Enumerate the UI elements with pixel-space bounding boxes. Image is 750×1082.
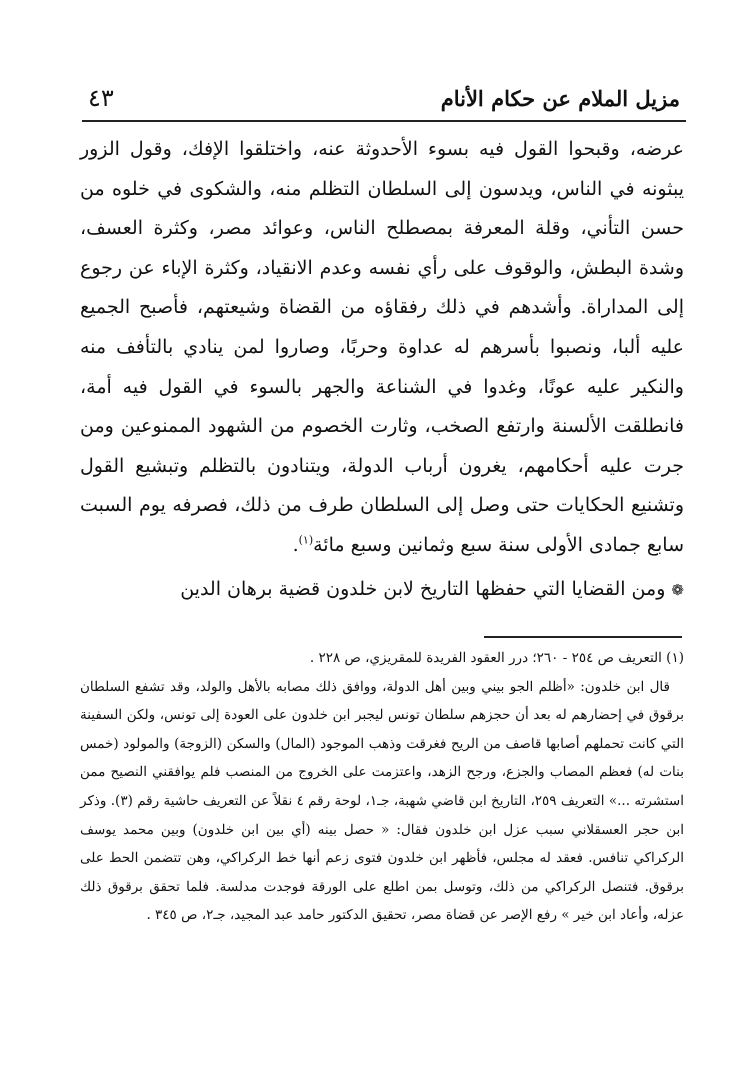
flower-bullet-icon: ❁ [671, 580, 684, 599]
footnotes [80, 644, 684, 930]
header-rule [82, 120, 686, 122]
running-title: مزيل الملام عن حكام الأنام [440, 86, 680, 111]
page-header [88, 84, 680, 124]
footnote-1-body: قال ابن خلدون: «أظلم الجو بيني وبين أهل الدولة، ووافق ذلك مصابه بالأهل والولد، وقد تشفع السلطان برقوق في إحضارهم له بعد أن حجزهم سلطان تونس ليجبر ابن خلدون على العودة إلى تونس، ولكن السفينة التي كانت تحملهم أصابها قاصف من الريح فغرقت وذهب الموجود (المال) والسكن (الزوجة) والمولود (خمس بنات له) فعظم المصاب والجزع، ورجح الزهد، واعتزمت على الخروج من المنصب فلم يوافقني النصيح ممن استشرته ...» التعريف ٢٥٩، التاريخ ابن قاضي شهبة، جـ١، لوحة رقم ٤ نقلاً عن التعريف حاشية رقم (٣). وذكر ابن حجر العسقلاني سبب عزل ابن خلدون فقال: « حصل بينه (أي بين ابن خلدون) وبين محمد يوسف الركراكي تنافس. فعقد له مجلس، فأظهر ابن خلدون فتوى زعم أنها خط الركراكي، وهن تتضمن الحط على برقوق. فتنصل الركراكي من ذلك، وتوسل بمن اطلع على الورقة فوجدت مدلسة. فلما تحقق برقوق ذلك عزله، وأعاد ابن خير » رفع الإصر عن قضاة مصر، تحقيق الدكتور حامد عبد المجيد، جـ٢، ص ٣٤٥ . [80, 678, 684, 924]
footnote-rule [484, 636, 682, 638]
footnote-reference[interactable]: (١) [298, 533, 314, 547]
paragraph-1-text: عرضه، وقبحوا القول فيه بسوء الأحدوثة عنه، واختلقوا الإفك، وقول الزور يبثونه في الناس، ويدسون إلى السلطان التظلم منه، والشكوى في خلوه من حسن التأني، وقلة المعرفة بمصطلح الناس، وعوائد مصر، وكثرة العسف، وشدة البطش، والوقوف على رأي نفسه وعدم الانقياد، وكثرة الإباء عن رجوع إلى المداراة. وأشدهم في ذلك رفقاؤه من القضاة وشيعتهم، فأصبح الجميع عليه ألبا، ونصبوا بأسرهم له عداوة وحربًا، وصاروا لمن ينادي بالتأفف منه والنكير عليه عونًا، وغدوا في الشناعة والجهر بالسوء في القول فيه أمة، فانطلقت الألسنة وارتفع الصخب، وثارت الخصوم من الشهود الممنوعين ومن جرت عليه أحكامهم، يغرون أرباب الدولة، ويتنادون بالتظلم وتبشيع القول وتشنيع الحكايات حتى وصل إلى السلطان طرف من ذلك، فصرفه يوم السبت سابع جمادى الأولى سنة سبع وثمانين وسبع مائة [80, 138, 684, 556]
page-number: ٤٣ [88, 84, 114, 112]
paragraph-2 [80, 570, 684, 611]
paragraph-1-end: . [292, 533, 299, 556]
paragraph-2-text: ومن القضايا التي حفظها التاريخ لابن خلدون قضية برهان الدين [180, 577, 666, 600]
footnote-1-citation: (١) التعريف ص ٢٥٤ - ٢٦٠؛ درر العقود الفريدة للمقريزي، ص ٢٢٨ . [309, 650, 684, 666]
main-text [80, 130, 684, 610]
paragraph-1 [80, 130, 684, 566]
